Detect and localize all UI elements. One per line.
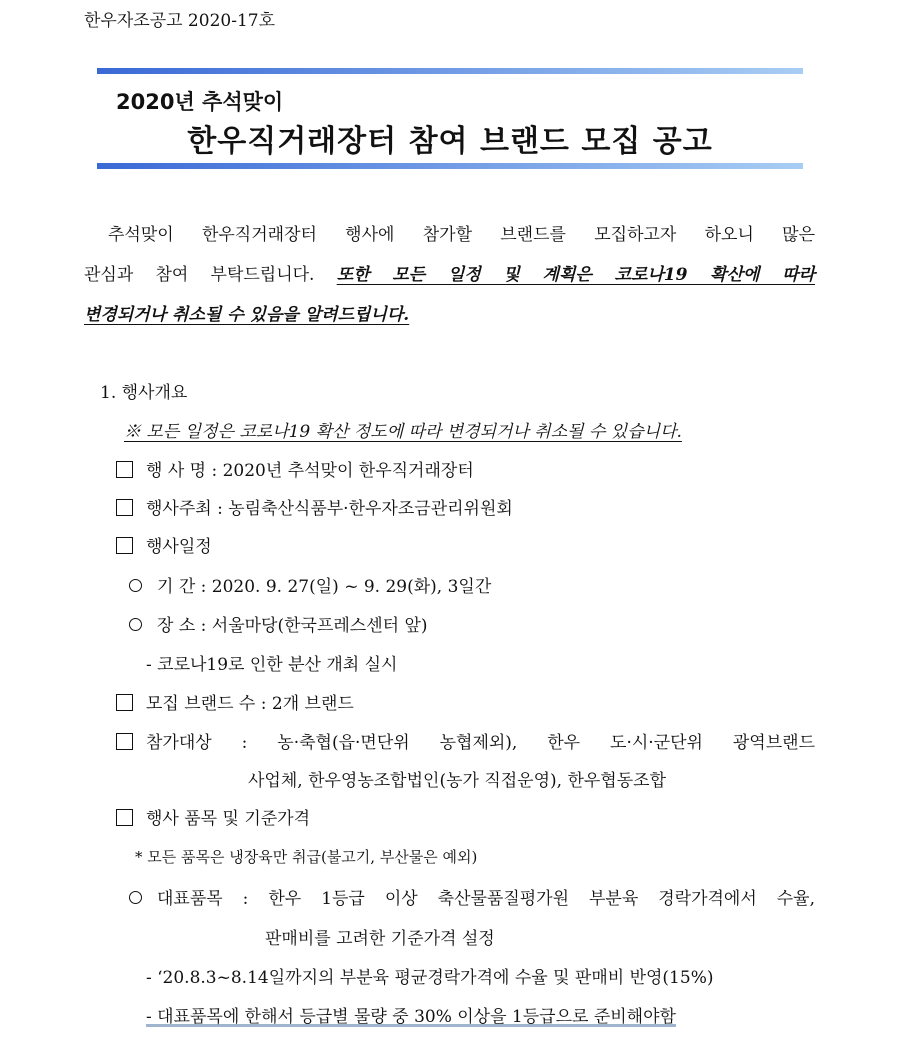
venue-text: 장 소 : 서울마당(한국프레스센터 앞)	[157, 616, 428, 636]
period-item	[129, 572, 491, 597]
intro-emphasis-text: 또한 모든 일정 및 계획은 코로나19 확산에 따라	[336, 265, 816, 285]
rep-items-text: 대표품목 : 한우 1등급 이상 축산물품질평가원 부분육 경락가격에서 수율,	[157, 889, 815, 909]
items-item	[116, 804, 310, 829]
checkbox-square-icon	[116, 461, 133, 478]
event-name-text: 행 사 명 : 2020년 추석맞이 한우직거래장터	[146, 461, 474, 481]
circle-bullet-icon	[129, 579, 142, 592]
organizer-item	[116, 494, 513, 519]
checkbox-square-icon	[116, 694, 133, 711]
intro-line-2	[84, 260, 815, 285]
circle-bullet-icon	[129, 618, 142, 631]
title-subtitle: 2020년 추석맞이	[116, 90, 284, 114]
notice-text: ※ 모든 일정은 코로나19 확산 정도에 따라 변경되거나 취소될 수 있습니다.	[124, 422, 682, 442]
items-note: * 모든 품목은 냉장육만 취급(불고기, 부산물은 예외)	[135, 848, 478, 866]
checkbox-square-icon	[116, 733, 133, 750]
intro-line-3: 변경되거나 취소될 수 있음을 알려드립니다.	[84, 305, 410, 325]
checkbox-square-icon	[116, 809, 133, 826]
intro-line-1: 추석맞이 한우직거래장터 행사에 참가할 브랜드를 모집하고자 하오니 많은	[108, 225, 815, 245]
venue-note: - 코로나19로 인한 분산 개최 실시	[146, 655, 398, 675]
brand-count-text: 모집 브랜드 수 : 2개 브랜드	[146, 694, 354, 714]
schedule-label: 행사일정	[146, 537, 212, 557]
grade-requirement-note: - 대표품목에 한해서 등급별 물량 중 30% 이상을 1등급으로 준비해야함	[146, 1002, 676, 1027]
schedule-item	[116, 532, 212, 557]
rep-items-continued: 판매비를 고려한 기준가격 설정	[265, 929, 495, 949]
intro-thanks-text: 관심과 참여 부탁드립니다.	[84, 265, 315, 285]
eligibility-item	[116, 728, 815, 753]
page-title: 한우직거래장터 참여 브랜드 모집 공고	[187, 124, 713, 159]
eligibility-continued: 사업체, 한우영농조합법인(농가 직접운영), 한우협동조합	[248, 771, 666, 791]
brand-count-item	[116, 689, 354, 714]
price-basis-note: - ‘20.8.3~8.14일까지의 부분육 평균경락가격에 수율 및 판매비 반영(15%)	[146, 968, 714, 988]
period-text: 기 간 : 2020. 9. 27(일) ~ 9. 29(화), 3일간	[157, 577, 492, 597]
venue-item	[129, 611, 428, 636]
items-label: 행사 품목 및 기준가격	[146, 809, 311, 829]
organizer-text: 행사주최 : 농림축산식품부·한우자조금관리위원회	[146, 499, 513, 519]
rep-items-item	[129, 884, 815, 909]
section-heading: 1. 행사개요	[100, 383, 188, 403]
event-name-item	[116, 456, 474, 481]
title-bottom-band	[97, 163, 803, 169]
circle-bullet-icon	[129, 891, 142, 904]
document-number: 한우자조공고 2020-17호	[84, 11, 275, 31]
eligibility-text: 참가대상 : 농·축협(읍·면단위 농협제외), 한우 도·시·군단위 광역브랜드	[146, 733, 815, 753]
checkbox-square-icon	[116, 499, 133, 516]
checkbox-square-icon	[116, 537, 133, 554]
title-top-band	[97, 68, 803, 74]
